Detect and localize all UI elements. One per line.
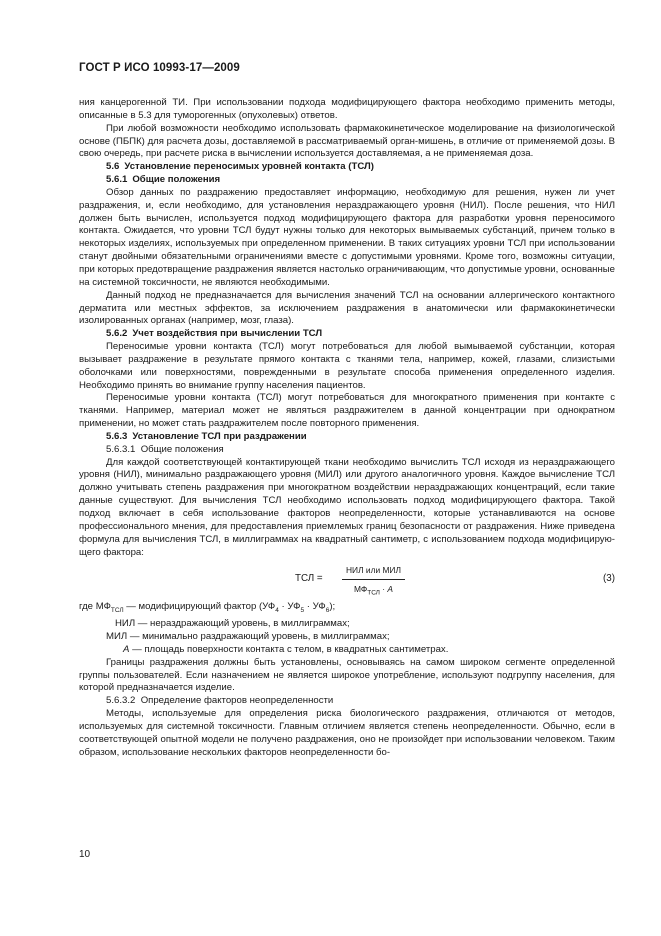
formula	[79, 563, 615, 597]
document-header: ГОСТ Р ИСО 10993-17—2009	[79, 62, 240, 74]
section-title: Учет воздействия при вычислении ТСЛ	[132, 328, 323, 340]
formula-denominator	[342, 580, 405, 601]
paragraph: Границы раздражения должны быть установлены, основываясь на самом широком сегменте определенной группы пользователей. Если назначением не является широкое употребление, используют подгруппу населения, для которой предназначается изделие.	[79, 656, 615, 694]
section-heading-5-6-3	[79, 431, 615, 444]
formula-lhs: ТСЛ =	[295, 573, 323, 585]
section-title: Установление ТСЛ при раздражении	[132, 430, 307, 442]
section-number: 5.6.3	[106, 430, 128, 442]
section-number: 5.6.3.2	[106, 695, 136, 707]
section-number: 5.6.3.1	[106, 443, 136, 455]
paragraph: Данный подход не предназначается для вычисления значений ТСЛ на основании аллергического контактного дерматита или местных эффектов, за исключением раздражения в анатомически или фармакокинетически изолированных органах (например, мозг, глаза).	[79, 289, 615, 327]
formula-numerator: НИЛ или МИЛ	[342, 564, 405, 580]
section-title: Общие положения	[140, 443, 224, 455]
section-heading-5-6-3-2	[79, 695, 615, 708]
formula-fraction	[342, 564, 405, 600]
paragraph: Переносимые уровни контакта (ТСЛ) могут потребоваться для многократного применения при контакте с тканями. Например, материал может не являться раздражителем в данной концентрации при однократном применении, но может стать раздражителем после повторного применения.	[79, 392, 615, 430]
paragraph: Обзор данных по раздражению предоставляет информацию, необходимую для решения, нужен ли учет раздражения, и, если необходимо, для установления нераздражающего уровня (НИЛ). После решения, что НИЛ должен быть вычислен, используется подход модифицирующего фактора для разработки уровня переносимого контакта. Ожидается, что уровни ТСЛ будут нужны только для некоторых вымываемых субстанций, причем только в некоторых изделиях, используемых при определенном применении. В таких ситуациях уровни ТСЛ при использовании станут двойными обязательными ограничениями вместе с допустимыми уровнями. Кроме того, возможны ситуации, при которых предотвращение раздражения является настолько ограничивающим, что допустимые уровни, основанные на системной токсичности, не являются необходимыми.	[79, 186, 615, 288]
paragraph: ния канцерогенной ТИ. При использовании подхода модифицирующего фактора необходимо применить методы, описанные в 5.3 для туморогенных (опухолевых) ответов.	[79, 97, 615, 121]
section-heading-5-6	[79, 161, 615, 174]
section-title: Общие положения	[132, 174, 221, 186]
section-heading-5-6-3-1	[79, 444, 615, 457]
section-title: Определение факторов неопределенности	[140, 695, 334, 707]
section-number: 5.6.2	[106, 328, 128, 340]
definition-mil: МИЛ — минимально раздражающий уровень, в миллиграммах;	[106, 630, 390, 642]
formula-area: · A	[379, 584, 393, 595]
formula-mf: МФ	[353, 584, 368, 595]
section-title: Установление переносимых уровней контакта (ТСЛ)	[124, 161, 374, 173]
section-number: 5.6.1	[106, 174, 128, 186]
section-heading-5-6-1	[79, 174, 615, 187]
paragraph: Для каждой соответствующей контактирующей ткани необходимо вычислить ТСЛ исходя из нераздражающего уровня (НИЛ), минимально раздражающего уровня (МИЛ) или другого аналогичного уровня. Каждое вычисление ТСЛ должно учитывать степень раздражения при многократном воздействии нераздражающих концентраций, если такие данные существуют. Для вычисления ТСЛ необходимо использовать подход модифицирующего фактора. Такой подход включает в себя использование факторов неопределенности, которые устанавливаются на основе профессионального мнения, для предоставления приемлемых границ безопасности от раздражения. Ниже приведена формула для вычисления ТСЛ, в миллиграммах на квадратный сантиметр, с использованием подхода модифицирующего фактора:	[79, 456, 615, 558]
formula-subscript: ТСЛ	[367, 589, 380, 597]
definition-mf: где $МФ_{ТСЛ}$ — модифицирующий фактор $(УФ_4 \cdot УФ_5 \cdot УФ_6)$;	[79, 601, 336, 615]
formula-number: (3)	[603, 573, 615, 585]
document-body	[79, 97, 615, 759]
page-number: 10	[79, 849, 91, 860]
definitions-list	[79, 601, 615, 656]
paragraph: Переносимые уровни контакта (ТСЛ) могут потребоваться для любой вымываемой субстанции, которая вызывает раздражение в результате прямого контакта с тканями тела, например, кожей, глазами, слизистыми оболочками или поверхностями, поврежденными в результате способа применения определенного изделия. Необходимо принять во внимание группу населения пациентов.	[79, 341, 615, 391]
definition-area: A — площадь поверхности контакта с телом, в квадратных сантиметрах.	[123, 643, 449, 655]
paragraph: При любой возможности необходимо использовать фармакокинетическое моделирование на физиологической основе (ПБПК) для расчета дозы, доставляемой в рассматриваемый орган-мишень, в отличие от применяемой дозы. В свою очередь, при расчете риска в вычислении используется доставляемая, а не применяемая доза.	[79, 122, 615, 160]
paragraph: Методы, используемые для определения риска биологического раздражения, отличаются от методов, используемых для системной токсичности. Главным отличием является степень неопределенности. Обычно, если в соответствующей опытной модели не получено раздражения, оно не произойдет при использовании человеком. Таким образом, использование нескольких факторов неопределенности бо-	[79, 708, 615, 758]
section-number: 5.6	[106, 161, 120, 173]
definition-nil: НИЛ — нераздражающий уровень, в миллиграммах;	[115, 618, 350, 630]
section-heading-5-6-2	[79, 328, 615, 341]
